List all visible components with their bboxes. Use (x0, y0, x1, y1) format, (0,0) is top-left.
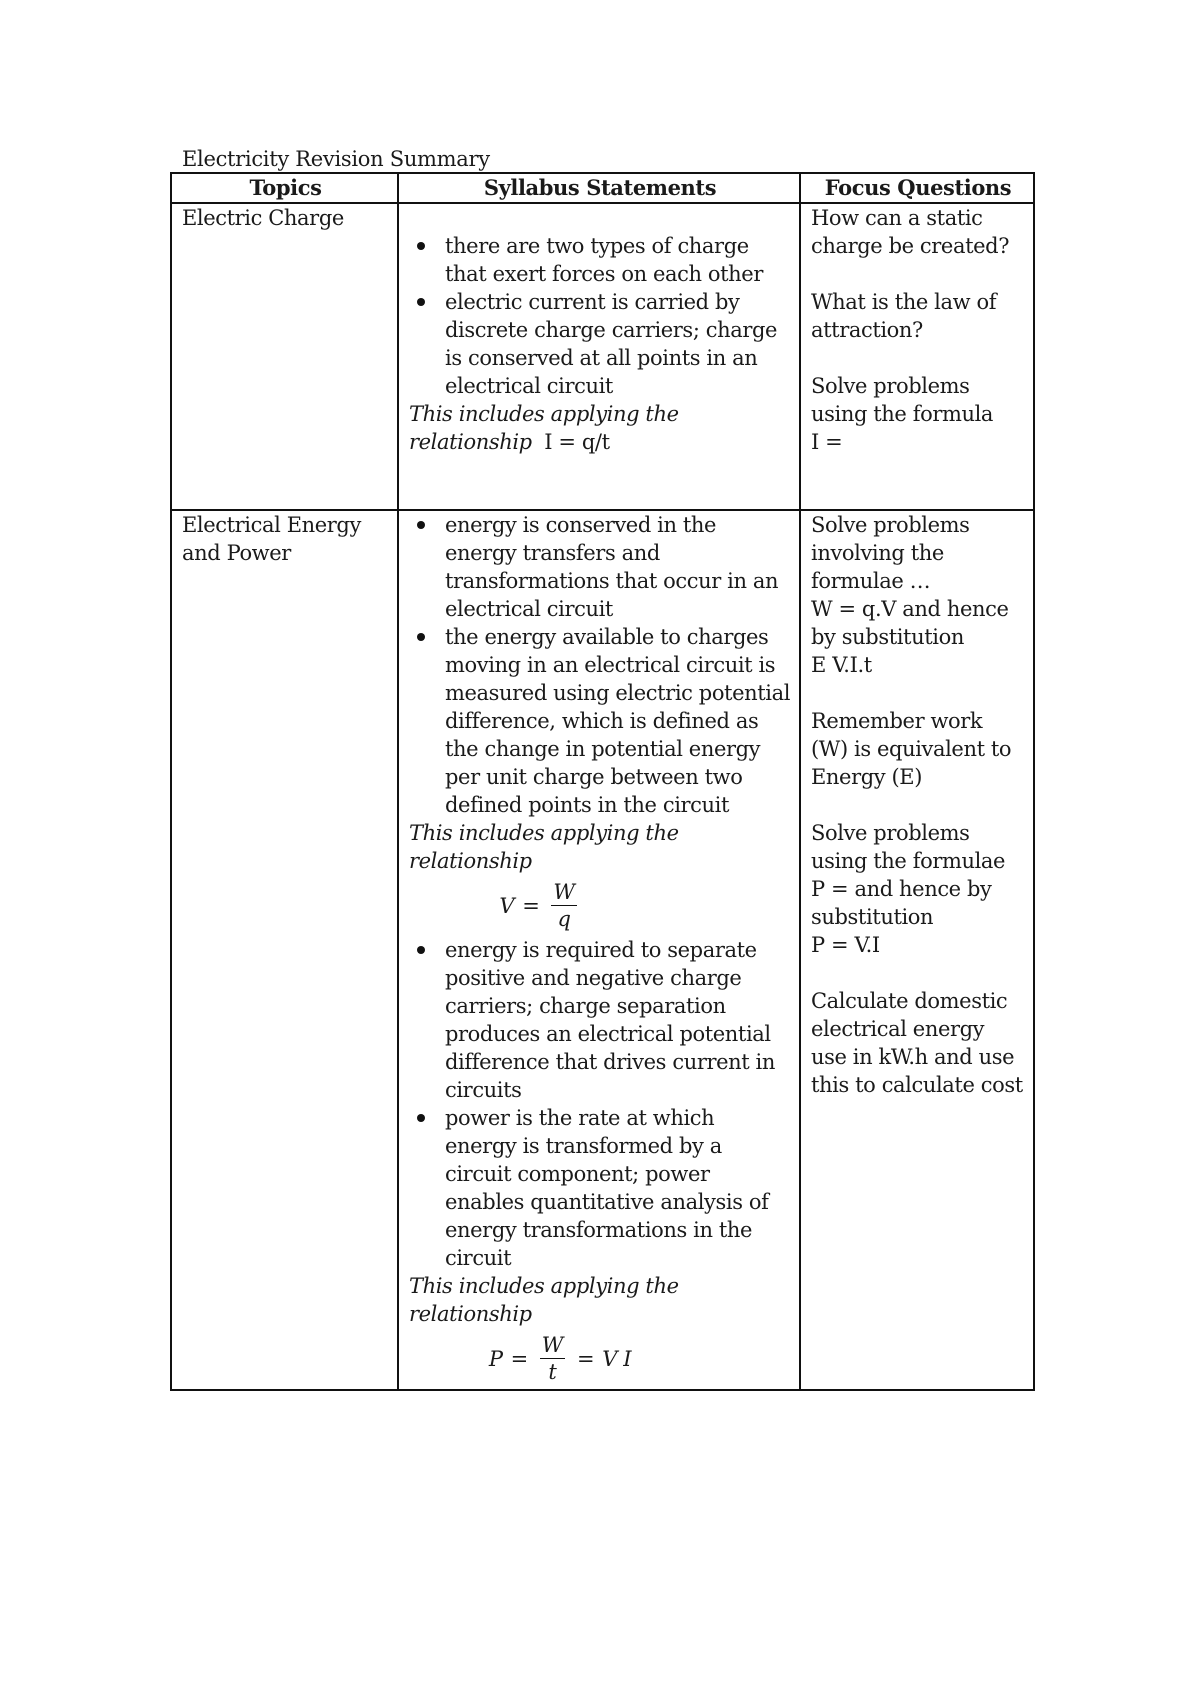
focus-question: Solve problems using the formula (811, 374, 994, 426)
table-row (171, 510, 1034, 1390)
list-item: the energy available to charges moving in an electrical circuit is measured using electric potential difference, which is defined as the change in potential energy per unit charge between two defined points in the circuit (445, 625, 791, 817)
formula-lhs: V (499, 893, 515, 918)
list-item: electric current is carried by discrete charge carriers; charge is conserved at all points in an electrical circuit (445, 288, 791, 400)
relationship-label: relationship (409, 430, 532, 454)
syllabus-bullet-list (409, 232, 791, 400)
includes-note: This includes applying the (409, 402, 679, 426)
formula-equals: = (522, 893, 540, 918)
header-syllabus-statements: Syllabus Statements (398, 173, 800, 203)
includes-note: This includes applying the relationship (409, 821, 679, 873)
fraction-numerator: W (553, 880, 575, 904)
table-header-row (171, 173, 1034, 203)
topic-electrical-energy-power: Electrical Energy and Power (182, 513, 361, 565)
formula-lhs: P (488, 1346, 503, 1371)
focus-formula: I = (811, 430, 843, 454)
formula-voltage (409, 879, 791, 932)
revision-summary-table (170, 172, 1035, 1391)
focus-question: Solve problems using the formulae (811, 821, 1006, 873)
topic-electric-charge: Electric Charge (182, 206, 344, 230)
fraction-denominator: t (548, 1360, 557, 1384)
formula-fraction (551, 879, 576, 932)
formula-current: I = q/t (544, 430, 610, 454)
formula-fraction (540, 1332, 565, 1385)
focus-cell (800, 510, 1034, 1390)
syllabus-cell (398, 203, 800, 510)
focus-question: How can a static charge be created? (811, 206, 1010, 258)
focus-formula: W = q.V and hence by substitution (811, 597, 1009, 649)
focus-question: Solve problems involving the formulae … (811, 513, 970, 593)
topic-cell (171, 510, 398, 1390)
document-title: Electricity Revision Summary (182, 147, 490, 171)
relationship-line (409, 428, 791, 456)
list-item: power is the rate at which energy is transformed by a circuit component; power enables quantitative analysis of energy transformations in the circuit (445, 1104, 791, 1272)
formula-equals: = (510, 1346, 528, 1371)
list-item: energy is required to separate positive and negative charge carriers; charge separation produces an electrical potential difference that drives current in circuits (445, 936, 791, 1104)
list-item: energy is conserved in the energy transfers and transformations that occur in an electrical circuit (445, 511, 791, 623)
formula-power (409, 1332, 791, 1385)
focus-formula: P = V.I (811, 933, 880, 957)
focus-cell (800, 203, 1034, 510)
syllabus-cell (398, 510, 800, 1390)
header-topics: Topics (171, 173, 398, 203)
formula-equals: = (576, 1346, 595, 1371)
formula-rhs: V I (602, 1346, 632, 1371)
header-focus-questions: Focus Questions (800, 173, 1034, 203)
fraction-numerator: W (541, 1333, 563, 1357)
list-item: there are two types of charge that exert forces on each other (445, 232, 791, 288)
syllabus-bullet-list (409, 936, 791, 1272)
syllabus-bullet-list (409, 511, 791, 819)
fraction-denominator: q (557, 907, 571, 931)
topic-cell (171, 203, 398, 510)
focus-formula: P = and hence by substitution (811, 877, 992, 929)
focus-formula: E V.I.t (811, 653, 872, 677)
focus-question: What is the law of attraction? (811, 290, 997, 342)
includes-note: This includes applying the relationship (409, 1274, 679, 1326)
focus-question: Calculate domestic electrical energy use in kW.h and use this to calculate cost (811, 989, 1023, 1097)
table-row (171, 203, 1034, 510)
focus-question: Remember work (W) is equivalent to Energy (E) (811, 709, 1012, 789)
